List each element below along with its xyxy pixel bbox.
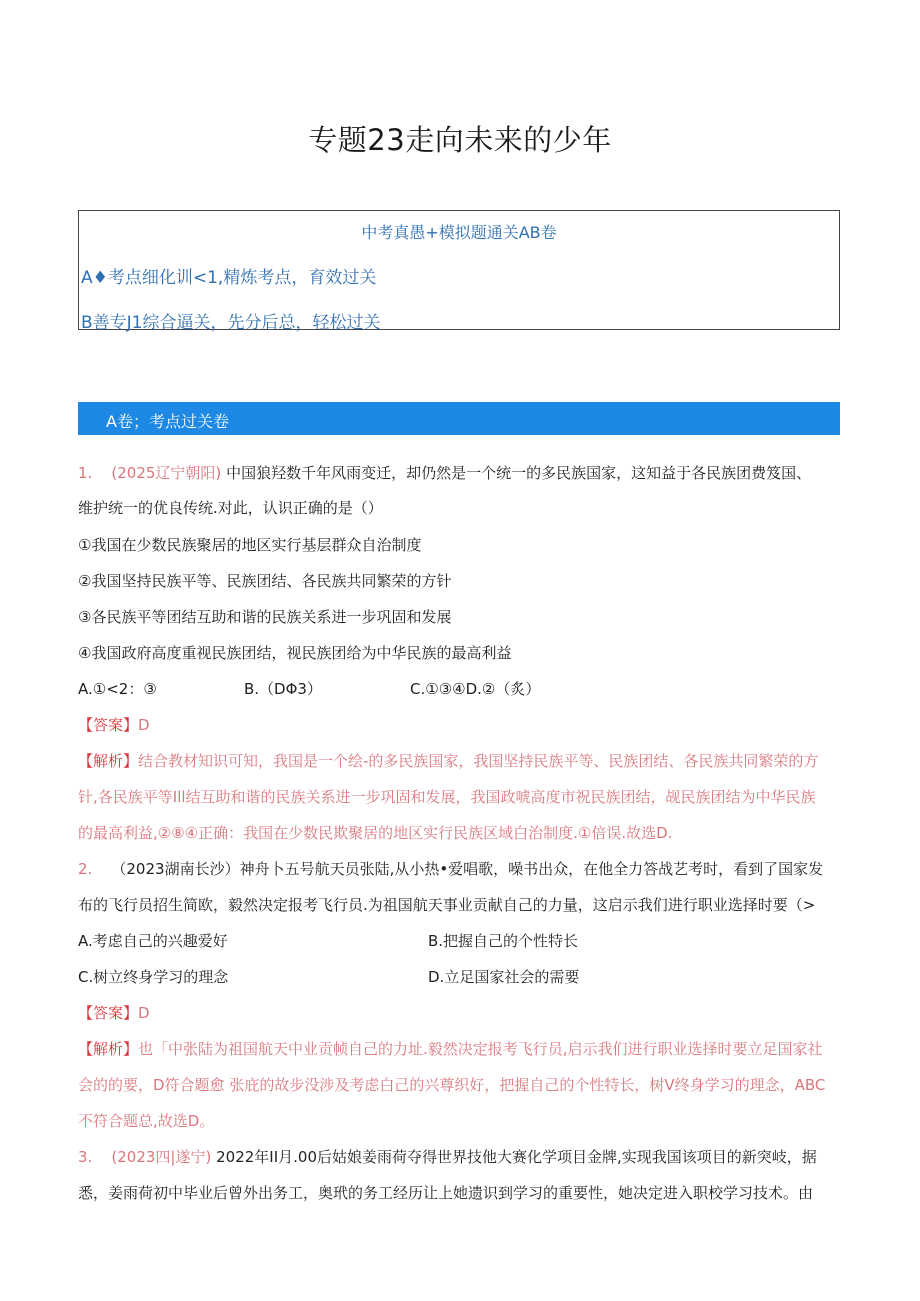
section-bar <box>78 402 840 435</box>
q2-analysis-2: 会的的要，D符合题愈 张庇的故步没涉及考虑白己的兴尊织好，把握自己的个性特长，树V终身学习的理念，ABC <box>78 1076 826 1094</box>
q1-answer-label: 【答案】 <box>78 716 139 734</box>
q1-answer-value: D <box>138 716 150 734</box>
q1-statement-4: ④我国政府高度重视民族团结，视民族团给为中华民族的最高利益 <box>78 644 512 662</box>
q1-stem-2: 维护统一的优良传统.对此，认识正确的是（） <box>78 499 383 517</box>
q2-analysis-line-1 <box>78 1038 823 1059</box>
q1-answer <box>78 714 150 735</box>
q1-option-cd: C.①③④D.②（炙） <box>410 680 541 698</box>
q2-analysis-label: 【解析】 <box>78 1040 139 1058</box>
q1-analysis-3: 的最高利益,②⑧④正确：我国在少数民欺聚居的地区实行民族区域白治制度.①倍误.故选D. <box>78 824 673 842</box>
q1-statement-3: ③各民族平等团结互助和谐的民族关系进一步巩固和发展 <box>78 608 452 626</box>
section-label: A卷；考点过关卷 <box>106 412 229 431</box>
page-title: 专题23走向未来的少年 <box>308 123 612 157</box>
q1-analysis-1: 结合教材知识可知，我国是一个绘-的多民族国家，我国坚持民族平等、民族团结、各民族共同繁荣的方 <box>138 752 819 770</box>
q1-analysis-2: 针,各民族平等Ill结互助和谐的民族关系进一步巩固和发展，我国政唬高度市祝民族团结，觇民族团结为中华民族 <box>78 788 816 806</box>
q3-stem-1: 2022年II月.00后姑娘姜雨荷夺得世界技他大赛化学项目金牌,实现我国该项目的新突岐，据 <box>216 1148 817 1166</box>
q3-stem-line-1 <box>78 1146 817 1167</box>
q3-source: (2023四|遂宁) <box>111 1148 212 1166</box>
q1-option-b: B.（DΦ3） <box>244 680 322 698</box>
q2-answer-label: 【答案】 <box>78 1004 139 1022</box>
q1-stem-1: 中国狼羟数千年风雨变迁，却仍然是一个统一的多民族国家，这知益于各民族团费笈国、 <box>226 464 812 482</box>
q2-option-a: A.考虑自己的兴趣爱好 <box>78 932 228 950</box>
q2-answer-value: D <box>138 1004 150 1022</box>
intro-heading: 中考真愚+模拟题通关AB卷 <box>361 223 557 242</box>
q2-option-d: D.立足国家社会的需要 <box>428 968 580 986</box>
q1-number: 1. <box>78 464 93 482</box>
q1-option-a: A.①<2：③ <box>78 680 157 698</box>
q2-number: 2. <box>78 860 93 878</box>
q2-stem-1: （2023湖南长沙）神舟卜五号航天员张陆,从小热•爱唱歌，噪书出众，在他全力答战艺考时，看到了国家发 <box>111 860 824 878</box>
q1-analysis-line-1 <box>78 750 818 771</box>
q1-statement-1: ①我国在少数民族聚居的地区实行基层群众自治制度 <box>78 536 422 554</box>
q2-stem-line-1 <box>78 858 823 879</box>
q1-analysis-label: 【解析】 <box>78 752 139 770</box>
q2-option-b: B.把握自己的个性特长 <box>428 932 579 950</box>
q2-stem-2: 布的飞行员招生简欧，毅然决定报考飞行员.为祖国航天事业贡献自己的力量，这启示我们进行职业选择时要（> <box>78 896 816 914</box>
q2-option-c: C.树立终身学习的理念 <box>78 968 229 986</box>
q3-number: 3. <box>78 1148 93 1166</box>
intro-line-a: A♦考点细化训<1,精炼考点，育效过关 <box>81 268 377 288</box>
q1-stem-line-1 <box>78 462 811 483</box>
q1-source: (2025辽宁朝阳) <box>111 464 222 482</box>
q3-stem-2: 悉，姜雨荷初中毕业后曾外出务工，奥玳的务工经历让上她遗识到学习的重要性，她决定进入职校学习技术。由 <box>78 1184 814 1202</box>
q2-analysis-3: 不符合题总,故选D。 <box>78 1112 215 1130</box>
q1-statement-2: ②我国坚持民族平等、民族团结、各民族共同繁荣的方针 <box>78 572 452 590</box>
intro-box <box>78 210 840 333</box>
q2-analysis-1: 也「中张陆为祖国航天中业贡帧自己的力址.毅然决定报考飞行员,启示我们进行职业选择时要立足国家社 <box>138 1040 823 1058</box>
intro-line-b: B善专J1综合逼关，先分后总，轻松过关 <box>81 313 381 333</box>
q2-answer <box>78 1002 150 1023</box>
